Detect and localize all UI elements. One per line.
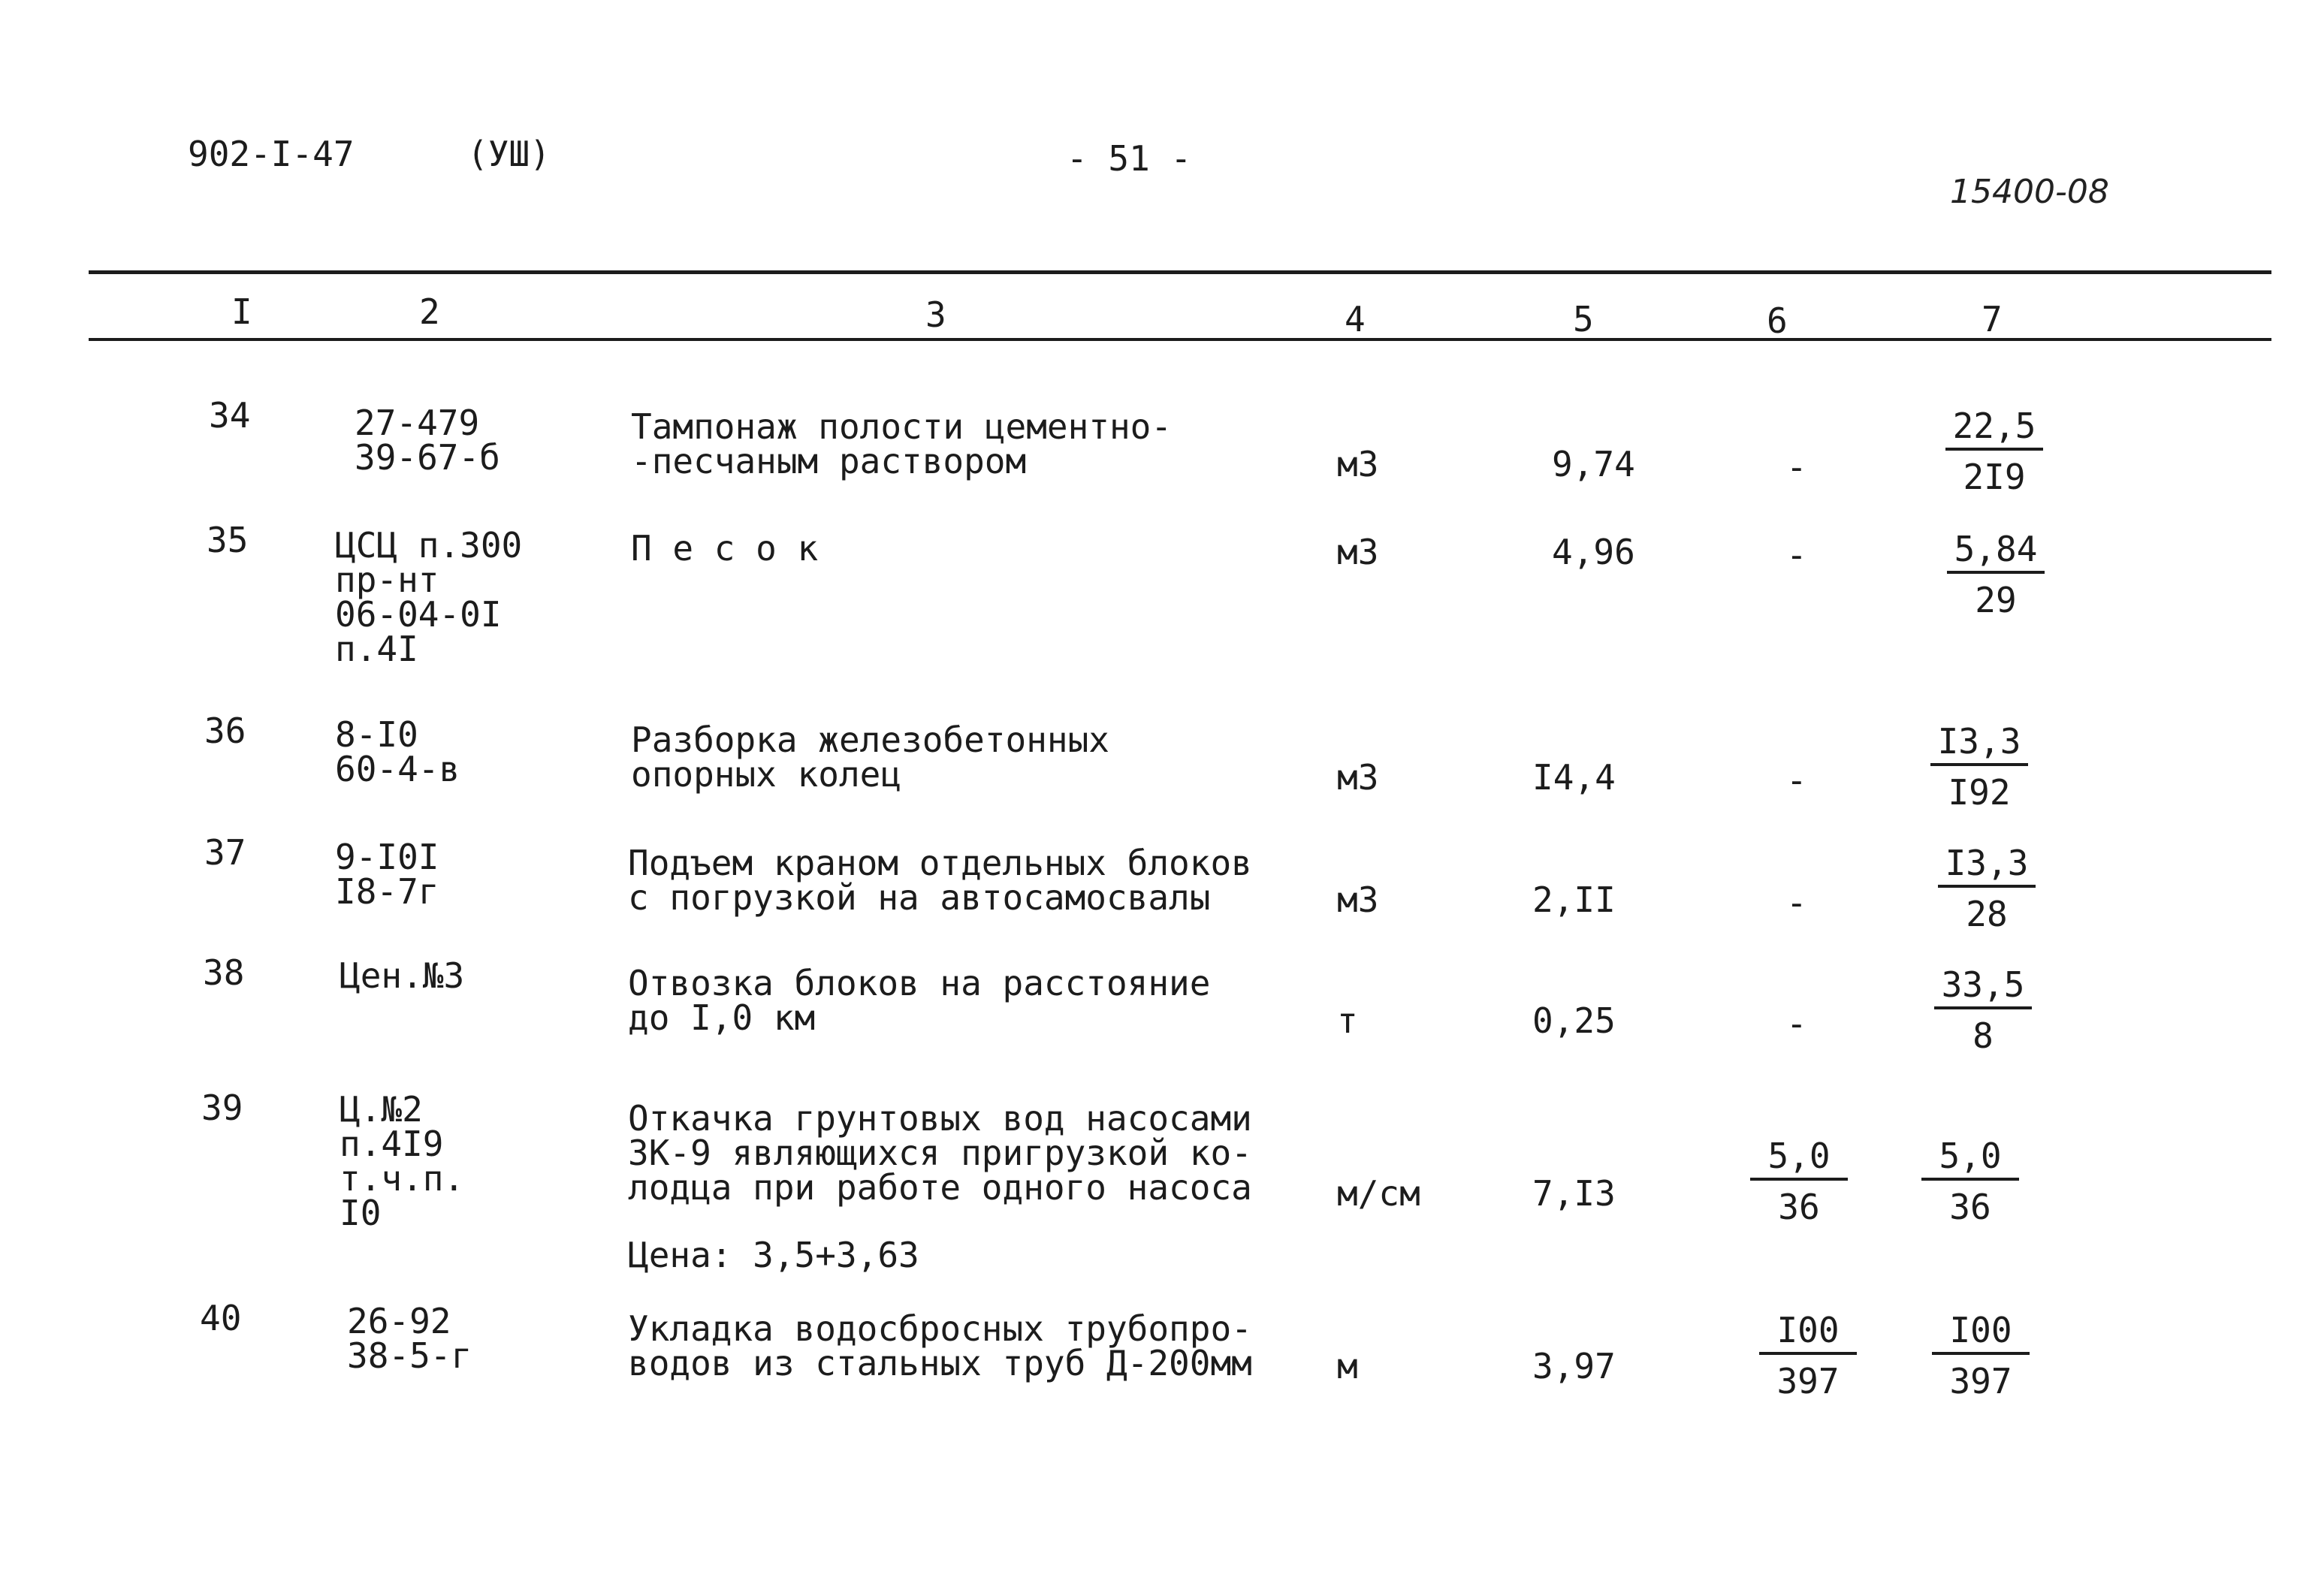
work-description: Подъем краном отдельных блоков с погрузкой на автосамосвалы bbox=[628, 843, 1252, 918]
column-7-fraction: I3,3 I92 bbox=[1915, 721, 2043, 813]
column-6-value: - bbox=[1786, 535, 1807, 575]
column-6-fraction: 5,0 36 bbox=[1735, 1136, 1863, 1227]
norm-code: 27-479 39-67-б bbox=[355, 403, 500, 478]
column-7-fraction: I00 397 bbox=[1917, 1310, 2045, 1401]
table-top-rule bbox=[89, 270, 2271, 274]
column-7-fraction: 5,84 29 bbox=[1932, 529, 2060, 620]
column-6-fraction: I00 397 bbox=[1744, 1310, 1872, 1401]
work-description: Отвозка блоков на расстояние до I,0 км bbox=[628, 963, 1211, 1038]
column-header-4: 4 bbox=[1345, 299, 1366, 339]
column-header-3: 3 bbox=[925, 294, 946, 335]
document-code: 902-I-47 bbox=[188, 134, 355, 174]
column-6-value: - bbox=[1786, 760, 1807, 801]
page-number: - 51 - bbox=[1067, 138, 1192, 179]
work-description: Разборка железобетонных опорных колец bbox=[631, 720, 1109, 795]
quantity: 4,96 bbox=[1552, 532, 1635, 572]
column-7-fraction: 22,5 2I9 bbox=[1930, 406, 2058, 497]
column-7-fraction: I3,3 28 bbox=[1923, 843, 2051, 934]
column-header-7: 7 bbox=[1982, 299, 2003, 339]
row-number: 40 bbox=[200, 1298, 242, 1338]
work-description: П е с о к bbox=[631, 528, 819, 569]
unit: м3 bbox=[1337, 444, 1379, 484]
row-number: 35 bbox=[207, 520, 249, 560]
price-note: Цена: 3,5+3,63 bbox=[628, 1235, 919, 1275]
column-header-2: 2 bbox=[419, 291, 440, 332]
norm-code: ЦСЦ п.300 пр-нт 06-04-0I п.4I bbox=[335, 525, 523, 669]
work-description: Откачка грунтовых вод насосами ЗК-9 являющихся пригрузкой ко- лодца при работе одного насоса bbox=[628, 1098, 1252, 1208]
norm-code: Цен.№3 bbox=[340, 955, 465, 996]
column-7-fraction: 5,0 36 bbox=[1906, 1136, 2034, 1227]
table-header-rule bbox=[89, 338, 2271, 341]
unit: м3 bbox=[1337, 879, 1379, 920]
column-6-value: - bbox=[1786, 1003, 1807, 1044]
work-description: Укладка водосбросных трубопро- водов из стальных труб Д-200мм bbox=[628, 1308, 1252, 1383]
work-description: Тампонаж полости цементно- -песчаным раствором bbox=[631, 406, 1173, 481]
unit: м3 bbox=[1337, 532, 1379, 572]
norm-code: 26-92 38-5-г bbox=[347, 1301, 472, 1376]
quantity: 7,I3 bbox=[1532, 1173, 1616, 1214]
row-number: 36 bbox=[204, 711, 246, 751]
column-header-5: 5 bbox=[1573, 299, 1594, 339]
quantity: 9,74 bbox=[1552, 444, 1635, 484]
unit: т bbox=[1337, 1000, 1358, 1041]
quantity: 0,25 bbox=[1532, 1000, 1616, 1041]
row-number: 38 bbox=[203, 952, 245, 993]
quantity: 2,II bbox=[1532, 879, 1616, 920]
column-6-value: - bbox=[1786, 447, 1807, 487]
unit: м bbox=[1337, 1346, 1358, 1386]
quantity: 3,97 bbox=[1532, 1346, 1616, 1386]
norm-code: 9-I0I I8-7г bbox=[335, 837, 439, 912]
row-number: 37 bbox=[204, 832, 246, 873]
column-header-6: 6 bbox=[1767, 300, 1788, 341]
unit: м3 bbox=[1337, 757, 1379, 798]
quantity: I4,4 bbox=[1532, 757, 1616, 798]
norm-code: Ц.№2 п.4I9 т.ч.п. I0 bbox=[340, 1089, 465, 1233]
column-6-value: - bbox=[1786, 882, 1807, 923]
unit: м/см bbox=[1337, 1173, 1420, 1214]
row-number: 34 bbox=[209, 395, 251, 436]
column-header-1: I bbox=[231, 291, 252, 332]
norm-code: 8-I0 60-4-в bbox=[335, 714, 460, 789]
row-number: 39 bbox=[201, 1088, 243, 1128]
archive-stamp: 15400-08 bbox=[1950, 173, 2109, 211]
column-7-fraction: 33,5 8 bbox=[1919, 964, 2047, 1056]
document-series: (УШ) bbox=[467, 134, 551, 174]
